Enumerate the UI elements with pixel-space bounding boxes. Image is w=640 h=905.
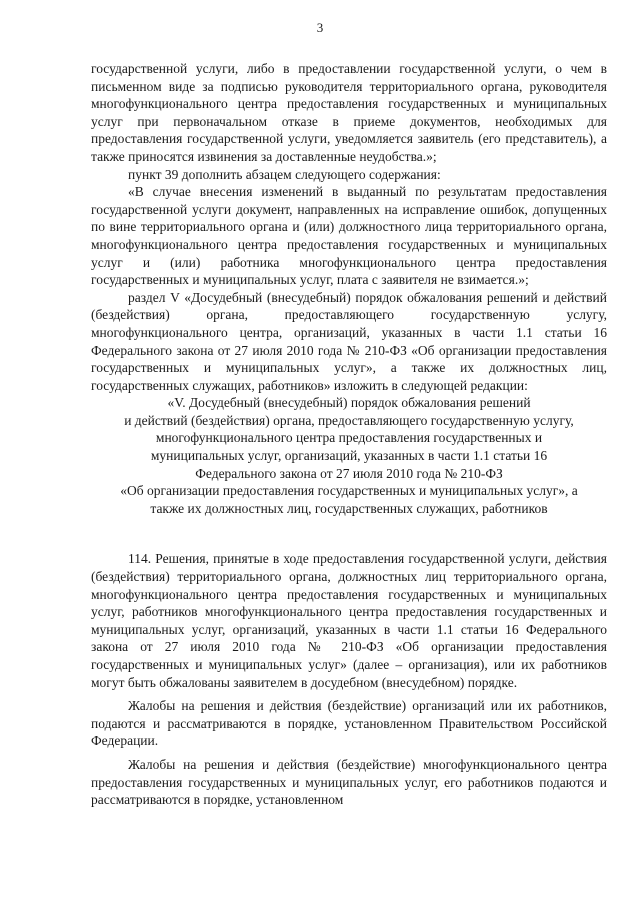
section-heading-line: муниципальных услуг, организаций, указанных в части 1.1 статьи 16 — [150, 448, 548, 464]
paragraph-point-39: пункт 39 дополнить абзацем следующего содержания: — [128, 166, 441, 182]
page-number: 3 — [316, 20, 324, 35]
paragraph-complaints-mfc: Жалобы на решения и действия (бездействие) многофункционального центра предоставления государственных и муниципальных услуг, его работников подаются и рассматриваются в порядке, установленном — [91, 756, 607, 808]
section-heading — [91, 394, 607, 517]
section-heading-line: Федерального закона от 27 июля 2010 года № 210-ФЗ — [195, 465, 503, 481]
paragraph-114: 114. Решения, принятые в ходе предоставления государственной услуги, действия (бездействия) территориального органа, должностных лиц территориального органа, многофункционального центра предоставления государственных и муниципальных услуг, работников многофункционального центра предоставления государственных и муниципальных услуг, организаций, указанных в части 1.1 статьи 16 Федерального закона от 27 июля 2010 года № 210-ФЗ «Об организации предоставления государственных и муниципальных услуг» (далее – организация), или их работников могут быть обжалованы заявителем в досудебном (внесудебном) порядке. — [91, 551, 607, 690]
section-heading-line: «V. Досудебный (внесудебный) порядок обжалования решений — [167, 395, 531, 411]
section-heading-line: многофункционального центра предоставления государственных и — [155, 430, 543, 446]
paragraph-complaints-organizations: Жалобы на решения и действия (бездействие) организаций или их работников, подаются и рассматриваются в порядке, установленном Правительством Российской Федерации. — [91, 698, 607, 749]
document-body — [91, 60, 607, 809]
paragraph-quote-amendment: «В случае внесения изменений в выданный по результатам предоставления государственной услуги документ, направленных на исправление ошибок, допущенных по вине территориального органа и (или) должностного лица территориального органа, многофункционального центра предоставления государственных и муниципальных услуг и (или) работника многофункционального центра предоставления государственных и муниципальных услуг, плата с заявителя не взимается.»; — [91, 184, 607, 288]
section-heading-line: и действий (бездействия) органа, предоставляющего государственную услугу, — [124, 412, 574, 428]
section-heading-line: также их должностных лиц, государственных служащих, работников — [150, 500, 548, 516]
spacer — [91, 517, 607, 550]
paragraph-section-v-intro: раздел V «Досудебный (внесудебный) порядок обжалования решений и действий (бездействия) органа, предоставляющего государственную услугу, многофункционального центра, организаций, указанных в части 1.1 статьи 16 Федерального закона от 27 июля 2010 года № 210-ФЗ «Об организации предоставления государственных и муниципальных услуг», а также их должностных лиц, государственных служащих, работников» изложить в следующей редакции: — [91, 289, 607, 393]
paragraph-continuation: государственной услуги, либо в предоставлении государственной услуги, о чем в письменном виде за подписью руководителя территориального органа, руководителя многофункционального центра предоставления государственных и муниципальных услуг при первоначальном отказе в приеме документов, необходимых для предоставления государственной услуги, уведомляется заявитель (его представитель), а также приносятся извинения за доставленные неудобства.»; — [91, 61, 607, 164]
section-heading-line: «Об организации предоставления государственных и муниципальных услуг», а — [120, 483, 578, 499]
